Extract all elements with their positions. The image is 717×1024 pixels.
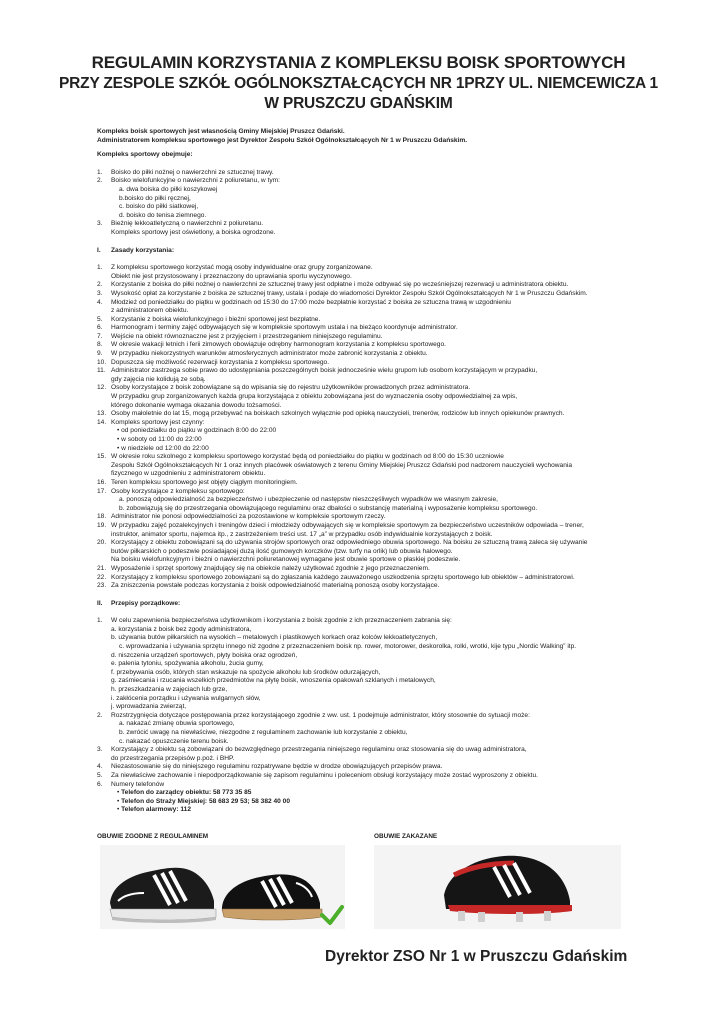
order-1e: e. palenia tytoniu, spożywania alkoholu, żucia gumy, bbox=[111, 660, 264, 668]
order-3: 3. Korzystający z obiektu są zobowiązani do bezwzględnego przestrzegania niniejszego regulaminu oraz stosowania się do uwag administratora, bbox=[97, 746, 527, 754]
order-1c: c. wprowadzania i używania sprzętu innego niż zgodne z przeznaczeniem boisk np. rower, motorower, deskorolka, rolki, wrotki, kije typu „Nordic Walking” itp. bbox=[119, 643, 577, 651]
rule-13: 13. Osoby małoletnie do lat 15, mogą przebywać na boiskach szkolnych wyłącznie pod opieką nauczycieli, trenerów, rodziców lub innych opiekunów prawnych. bbox=[97, 410, 565, 418]
title-line-2: PRZY ZESPOLE SZKÓŁ OGÓLNOKSZTAŁCĄCYCH NR 1PRZY UL. NIEMCEWICZA 1 bbox=[59, 75, 658, 92]
rule-17a: a. ponoszą odpowiedzialność za bezpieczeństwo i ubezpieczenie od następstw nieszczęśliwych wypadków we własnym zakresie, bbox=[119, 496, 498, 504]
phone-manager: • Telefon do zarządcy obiektu: 58 773 35 85 bbox=[117, 789, 252, 797]
facility-2b: b.boisko do piłki ręcznej, bbox=[119, 194, 191, 202]
rule-12-cont-2: którego dokonanie wymaga okazania dowodu tożsamości. bbox=[111, 401, 282, 409]
rule-15-cont-1: Zespołu Szkół Ogólnokształcących Nr 1 oraz innych placówek oświatowych z terenu Gminy Miejskiej Pruszcz Gdański pod nadzorem nauczycieli wychowania bbox=[111, 461, 573, 469]
forbidden-shoes-illustration bbox=[374, 845, 621, 929]
bullet-icon: • bbox=[117, 427, 122, 435]
rule-10: 10. Dopuszcza się możliwość rezerwacji korzystania z kompleksu sportowego. bbox=[97, 358, 330, 366]
facility-3-note: Kompleks sportowy jest oświetlony, a boiska ogrodzone. bbox=[111, 228, 276, 236]
hours-weekdays: • od poniedziałku do piątku w godzinach 8:00 do 22:00 bbox=[117, 427, 277, 435]
order-2b: b. zwrócić uwagę na niewłaściwe, niezgodne z regulaminem zachowanie lub korzystanie z obiektu, bbox=[119, 729, 408, 736]
order-1g: g. zaśmiecania i rzucania wszelkich przedmiotów na płytę boisk, wnoszenia opakowań szklanych i metalowych, bbox=[111, 677, 436, 685]
rule-12-cont-1: W przypadku grup zorganizowanych każda grupa korzystająca z obiektu zobowiązana jest do wyznaczenia osoby odpowiedzialnej za wpis, bbox=[111, 393, 518, 401]
rule-4-cont: z administratorem obiektu. bbox=[111, 307, 189, 315]
rule-20-cont-1: butów piłkarskich o podeszwie posiadającej dużą ilość gumowych korczków (tzw. turfy na orlik) lub obuwia halowego. bbox=[111, 547, 453, 555]
order-1h: h. przeszkadzania w zajęciach lub grze, bbox=[111, 686, 228, 694]
forbidden-shoes-photo bbox=[374, 845, 621, 929]
facility-2c: c. boisko do piłki siatkowej, bbox=[119, 203, 199, 211]
rule-16: 16. Teren kompleksu sportowego jest objęty ciągłym monitoringiem. bbox=[97, 478, 298, 486]
intro-includes: Kompleks sportowy obejmuje: bbox=[97, 151, 193, 159]
section-1-heading: I. Zasady korzystania: bbox=[97, 246, 175, 254]
rule-3: 3. Wysokość opłat za korzystanie z boiska ze sztucznej trawy, ustala i podaje do wiadomości Dyrektor Zespołu Szkół Ogólnokształcących Nr 1 w Pruszczu Gdańskim. bbox=[97, 289, 588, 297]
bullet-icon: • bbox=[117, 789, 122, 797]
rule-17: 17. Osoby korzystające z kompleksu sportowego: bbox=[97, 487, 245, 495]
rule-12: 12. Osoby korzystające z boisk zobowiązane są do wpisania się do rejestru użytkowników prowadzonych przez administratora. bbox=[97, 384, 471, 392]
phone-emergency: • Telefon alarmowy: 112 bbox=[117, 806, 192, 814]
order-2c: c. nakazać opuszczenie terenu boisk. bbox=[119, 737, 229, 745]
order-2a: a. nakazać zmianę obuwia sportowego, bbox=[119, 720, 235, 728]
rule-23: 23. Za zniszczenia powstałe podczas korzystania z boisk odpowiedzialność materialną ponoszą osoby korzystające. bbox=[97, 582, 440, 590]
rule-11-cont: gdy zajęcia nie kolidują ze sobą. bbox=[111, 375, 206, 383]
bullet-icon: • bbox=[117, 444, 122, 452]
order-1: 1. W celu zapewnienia bezpieczeństwa użytkownikom i korzystania z boisk zgodnie z ich przeznaczeniem zabrania się: bbox=[97, 617, 452, 625]
title-line-3: W PRUSZCZU GDAŃSKIM bbox=[264, 95, 453, 112]
rule-19-cont: instruktor, animator sportu, najemca itp., z zastrzeżeniem treści ust. 17 „a” w przypadku osób indywidualnie korzystających z boisk. bbox=[111, 530, 493, 538]
hours-saturday: • w soboty od 11:00 do 22:00 bbox=[117, 436, 202, 443]
hours-sunday: • w niedziele od 12:00 do 22:00 bbox=[117, 444, 209, 452]
order-1j: j. wprowadzania zwierząt, bbox=[111, 703, 187, 711]
rule-17b: b. zobowiązują się do przestrzegania obowiązującego regulaminu oraz dbałości o substancję materialną i wyposażenie kompleksu sportowego. bbox=[119, 504, 538, 512]
rule-18: 18. Administrator nie ponosi odpowiedzialności za pozostawione w kompleksie sportowym rzeczy. bbox=[97, 513, 386, 521]
rule-1-cont: Obiekt nie jest przystosowany i przeznaczony do uprawiania sportu wyczynowego. bbox=[111, 272, 352, 280]
facility-1: 1. Boisko do piłki nożnej o nawierzchni ze sztucznej trawy. bbox=[97, 168, 274, 176]
director-signature: Dyrektor ZSO Nr 1 w Pruszczu Gdańskim bbox=[325, 948, 628, 965]
rule-5: 5. Korzystanie z boiska wielofunkcyjnego i bieżni sportowej jest bezpłatne. bbox=[97, 315, 321, 323]
rule-15: 15. W okresie roku szkolnego z kompleksu sportowego korzystać będą od poniedziałku do piątku w godzinach od 8:00 do 15:30 uczniowie bbox=[97, 453, 504, 461]
intro-owner: Kompleks boisk sportowych jest własnością Gminy Miejskiej Pruszcz Gdański. bbox=[97, 128, 345, 135]
rule-14: 14. Kompleks sportowy jest czynny: bbox=[97, 418, 205, 426]
rule-20-cont-2: Na boisku wielofunkcyjnym i bieżni o nawierzchni poliuretanowej wymagane jest obuwie sportowe o płaskiej podeszwie. bbox=[111, 556, 461, 564]
phone-city-guard: • Telefon do Straży Miejskiej: 58 683 29 53; 58 382 40 00 bbox=[117, 797, 290, 805]
section-2-heading: II. Przepisy porządkowe: bbox=[97, 599, 181, 607]
bullet-icon: • bbox=[117, 797, 122, 805]
rule-8: 8. W okresie wakacji letnich i ferii zimowych obowiązuje odrębny harmonogram korzystania z kompleksu sportowego. bbox=[97, 341, 446, 349]
order-1i: i. zakłócenia porządku i używania wulgarnych słów, bbox=[111, 694, 261, 702]
rule-1: 1. Z kompleksu sportowego korzystać mogą osoby indywidualne oraz grupy zorganizowane. bbox=[97, 264, 373, 272]
rule-22: 22. Korzystający z kompleksu sportowego zobowiązani są do zgłaszania każdego zauważonego uszkodzenia sprzętu sportowego lub obiektów – administratorowi. bbox=[97, 573, 575, 581]
order-1f: f. przebywania osób, których stan wskazuje na spożycie alkoholu lub środków odurzających, bbox=[111, 668, 381, 676]
rule-20: 20. Korzystający z obiektu zobowiązani są do używania strojów sportowych oraz odpowiedniego obuwia sportowego. Na boisku ze sztuczną trawą zaleca się używanie bbox=[97, 539, 588, 547]
rule-4: 4. Młodzież od poniedziałku do piątku w godzinach od 15:30 do 17:00 może bezpłatnie korzystać z boiska ze sztuczna trawą w uzgodnieniu bbox=[97, 298, 511, 306]
rule-21: 21. Wyposażenie i sprzęt sportowy znajdujący się na obiekcie należy użytkować zgodnie z jego przeznaczeniem. bbox=[97, 564, 430, 572]
rule-7: 7. Wejście na obiekt równoznaczne jest z przyjęciem i przestrzeganiem niniejszego regulaminu. bbox=[97, 332, 383, 340]
order-5: 5. Za niewłaściwe zachowanie i niepodporządkowanie się zapisom regulaminu i poleceniom obsługi korzystający może zostać wyproszony z obiektu. bbox=[97, 771, 538, 779]
allowed-shoes-illustration bbox=[100, 845, 345, 929]
bullet-icon: • bbox=[117, 806, 122, 814]
order-1d: d. niszczenia urządzeń sportowych, płyty boiska oraz ogrodzeń, bbox=[111, 651, 298, 659]
allowed-shoes-label: OBUWIE ZGODNE Z REGULAMINEM bbox=[97, 833, 209, 840]
allowed-shoes-photo bbox=[100, 845, 345, 929]
facility-3: 3. Bieżnię lekkoatletyczną o nawierzchni z poliuretanu. bbox=[97, 220, 264, 228]
facility-2a: a. dwa boiska do piłki koszykowej bbox=[119, 185, 218, 193]
facility-2: 2. Boisko wielofunkcyjne o nawierzchni z poliuretanu, w tym: bbox=[97, 177, 280, 185]
rule-6: 6. Harmonogram i terminy zajęć odbywających się w kompleksie sportowym ustala i na bieżąco koordynuje administrator. bbox=[97, 324, 458, 332]
intro-admin: Administratorem kompleksu sportowego jest Dyrektor Zespołu Szkół Ogólnokształcących Nr 1 w Pruszczu Gdańskim. bbox=[97, 136, 468, 144]
forbidden-shoes-label: OBUWIE ZAKAZANE bbox=[374, 833, 438, 840]
order-1a: a. korzystania z boisk bez zgody administratora, bbox=[111, 625, 252, 633]
rule-15-cont-2: fizycznego w uzgodnieniu z administratorem obiektu. bbox=[111, 470, 266, 478]
rule-9: 9. W przypadku niekorzystnych warunków atmosferycznych administrator może zabronić korzystania z obiektu. bbox=[97, 350, 428, 358]
order-6: 6. Numery telefonów bbox=[97, 780, 165, 788]
order-1b: b. używania butów piłkarskich na wysokich – metalowych i plastikowych korkach oraz kolców lekkoatletycznych, bbox=[111, 634, 438, 642]
order-4: 4. Niezastosowanie się do niniejszego regulaminu rozpatrywane będzie w drodze obowiązujących przepisów prawa. bbox=[97, 763, 443, 771]
regulation-body bbox=[97, 128, 637, 815]
order-3-cont: do przestrzegania przepisów p.poż. i BHP. bbox=[111, 754, 235, 762]
rule-19: 19. W przypadku zajęć pozalekcyjnych i treningów dzieci i młodzieży odbywających się w kompleksie sportowym za bezpieczeństwo uczestników odpowiada – trener, bbox=[97, 521, 584, 529]
bullet-icon: • bbox=[117, 436, 122, 443]
order-2: 2. Rozstrzygnięcia dotyczące postępowania przez korzystającego zgodnie z ww. ust. 1 podejmuje administrator, który stosownie do sytuacji może: bbox=[97, 711, 530, 719]
rule-2: 2. Korzystanie z boiska do piłki nożnej o nawierzchni ze sztucznej trawy jest odpłatne i może odbywać się po wcześniejszej rezerwacji u administratora obiektu. bbox=[97, 281, 569, 289]
title-line-1: REGULAMIN KORZYSTANIA Z KOMPLEKSU BOISK SPORTOWYCH bbox=[91, 53, 626, 72]
rule-11: 11. Administrator zastrzega sobie prawo do udostępniania poszczególnych boisk jednocześnie wielu grupom lub osobom korzystającym w przypadku, bbox=[97, 367, 538, 375]
facility-2d: d. boisko do tenisa ziemnego. bbox=[119, 211, 207, 219]
